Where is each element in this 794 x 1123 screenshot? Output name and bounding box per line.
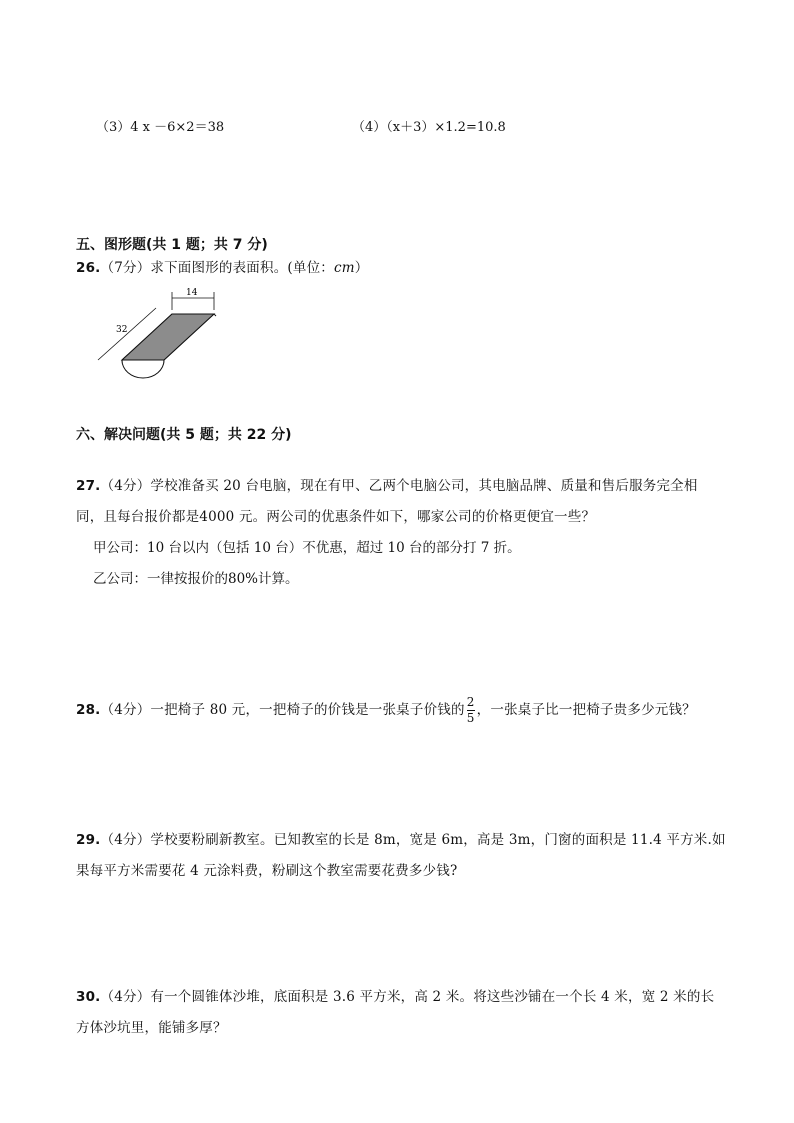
equation-4: （4）（x＋3）×1.2=10.8 xyxy=(352,120,506,135)
section-5-title: 五、图形题(共 1 题；共 7 分) xyxy=(76,237,268,253)
question-28 xyxy=(76,695,736,726)
question-text: （4分）有一个圆锥体沙堆，底面积是 3.6 平方米，高 2 米。将这些沙铺在一个长 4 米，宽 2 米的长 xyxy=(100,989,715,1005)
fraction-denominator: 5 xyxy=(466,710,475,725)
rectangular-face xyxy=(122,314,214,360)
company-b-terms: 乙公司：一律按报价的80%计算。 xyxy=(93,571,299,587)
half-cylinder-figure xyxy=(92,284,232,390)
semicircle-end xyxy=(122,360,164,378)
question-text-end: ，一张桌子比一把椅子贵多少元钱？ xyxy=(476,702,696,718)
unit-text: cm xyxy=(333,260,355,276)
question-number: 27. xyxy=(76,478,101,494)
question-number: 29. xyxy=(76,832,101,848)
question-30-line-2: 方体沙坑里，能铺多厚？ xyxy=(76,1020,227,1036)
question-27-line-1 xyxy=(76,475,736,497)
question-27-line-2: 同，且每台报价都是4000 元。两公司的优惠条件如下，哪家公司的价格更便宜一些？ xyxy=(76,509,596,525)
question-29-line-1 xyxy=(76,829,736,851)
question-text-close: ） xyxy=(354,260,369,276)
label-14: 14 xyxy=(186,288,198,298)
question-text: （4分）一把椅子 80 元，一把椅子的价钱是一张桌子价钱的 xyxy=(100,702,465,718)
question-text: （7分）求下面图形的表面积。(单位： xyxy=(100,260,334,276)
fraction xyxy=(466,696,476,726)
question-text: （4分）学校要粉刷新教室。已知教室的长是 8m，宽是 6m，高是 3m，门窗的面积是 11.4 平方米.如 xyxy=(100,832,726,848)
section-6-title: 六、解决问题(共 5 题；共 22 分) xyxy=(76,427,292,443)
company-a-terms: 甲公司：10 台以内（包括 10 台）不优惠，超过 10 台的部分打 7 折。 xyxy=(93,540,521,556)
question-text: （4分）学校准备买 20 台电脑，现在有甲、乙两个电脑公司，其电脑品牌、质量和售后服务完全相 xyxy=(100,478,698,494)
question-number: 28. xyxy=(76,702,101,718)
fraction-numerator: 2 xyxy=(466,694,475,709)
question-number: 26. xyxy=(76,260,101,276)
question-29-line-2: 果每平方米需要花 4 元涂料费，粉刷这个教室需要花费多少钱? xyxy=(76,863,458,879)
equation-3: （3）4 x －6×2＝38 xyxy=(96,120,225,135)
question-30-line-1 xyxy=(76,986,736,1008)
question-number: 30. xyxy=(76,989,101,1005)
label-32: 32 xyxy=(116,325,128,335)
question-26 xyxy=(76,257,736,279)
